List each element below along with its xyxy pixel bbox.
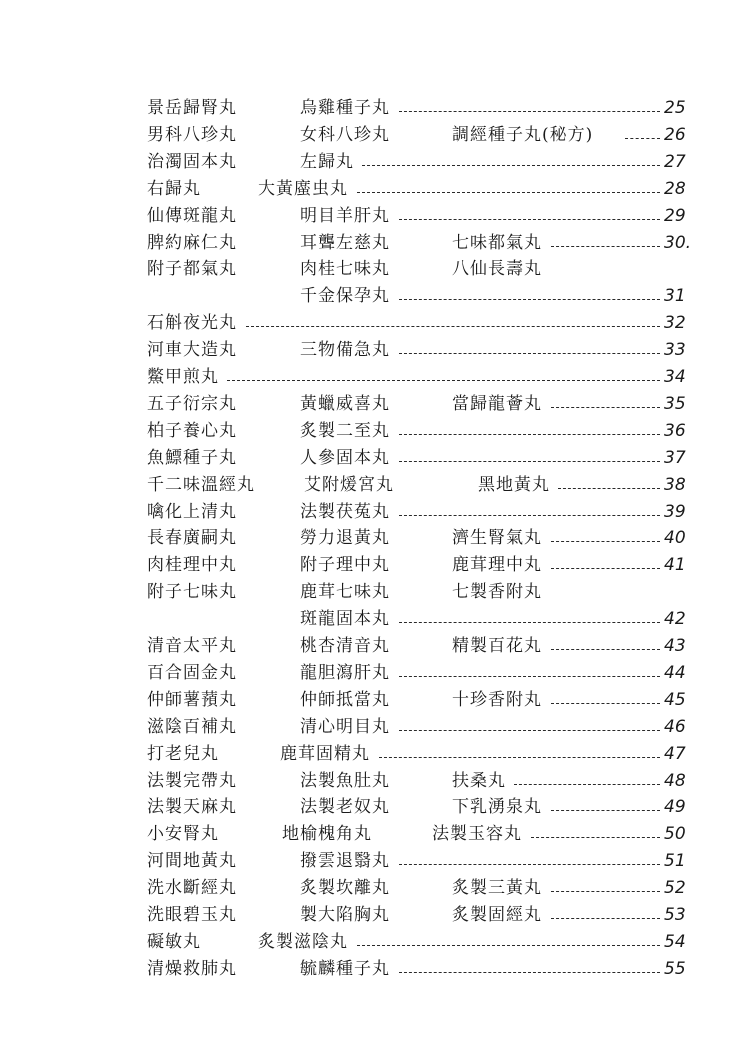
index-entry-col1: 滋陰百補丸: [147, 716, 237, 737]
index-row: [0, 230, 750, 256]
index-row: [0, 956, 750, 982]
index-entry-col2: 桃杏清音丸: [300, 636, 390, 656]
page-number: 50: [664, 824, 686, 845]
index-entry-col3: 七製香附丸: [452, 582, 542, 603]
index-entry-col2: 炙製坎離丸: [300, 878, 390, 899]
dot-leader: [362, 165, 661, 166]
index-row: [0, 902, 750, 928]
index-entry-col2: 耳聾左慈丸: [300, 232, 390, 253]
dot-leader: [399, 353, 661, 354]
page-number: 28: [664, 178, 686, 199]
index-entry-col2: 毓麟種子丸: [300, 958, 390, 979]
page-number: 31: [664, 286, 686, 307]
index-entry-col2: 龍胆瀉肝丸: [300, 662, 390, 683]
index-entry-col2: 艾附煖宮丸: [304, 474, 394, 495]
index-entry-col1: 附子都氣丸: [147, 259, 237, 280]
index-entry-col1: 脾約麻仁丸: [147, 232, 237, 253]
dot-leader: [399, 111, 661, 112]
index-entry-col3: 當歸龍薈丸: [452, 393, 542, 414]
index-entry-col2: 法製茯菟丸: [300, 501, 390, 522]
page-number: 26: [664, 124, 686, 145]
index-entry-col3: 八仙長壽丸: [452, 259, 542, 280]
index-entry-col3: 炙製固經丸: [452, 905, 542, 925]
page-number: 46: [664, 716, 686, 737]
index-row: [0, 95, 750, 121]
index-entry-col2: 黃蠟威喜丸: [300, 393, 390, 414]
index-entry-col3: 調經種子丸(秘方): [452, 124, 594, 145]
dot-leader: [551, 918, 661, 919]
index-entry-col1: 百合固金丸: [147, 662, 237, 683]
index-entry-col2: 仲師抵當丸: [300, 689, 390, 710]
page-number: 53: [664, 905, 686, 925]
page-number: 47: [664, 743, 686, 764]
index-entry-col1: 打老兒丸: [147, 743, 219, 764]
index-entry-col2: 三物備急丸: [300, 340, 390, 361]
index-entry-col2: 鹿茸七味丸: [300, 582, 390, 603]
index-entry-col1: 仲師薯蕷丸: [147, 689, 237, 710]
index-entry-col2: 地榆槐角丸: [282, 824, 372, 845]
index-entry-col2: 人參固本丸: [300, 447, 390, 468]
index-row: [0, 875, 750, 901]
index-entry-col2: 左歸丸: [300, 151, 354, 172]
dot-leader: [625, 138, 661, 139]
index-row: [0, 660, 750, 686]
index-entry-col1: 千二味溫經丸: [147, 474, 255, 495]
page-number: 32: [664, 313, 686, 334]
index-entry-col1: 仙傳斑龍丸: [147, 205, 237, 226]
index-row: [0, 848, 750, 874]
dot-leader: [357, 192, 661, 193]
dot-leader: [558, 488, 660, 489]
index-entry-col2: 斑龍固本丸: [300, 609, 390, 630]
index-entry-col1: 鱉甲煎丸: [147, 367, 219, 387]
index-entry-col1: 附子七味丸: [147, 582, 237, 603]
index-entry-col2: 千金保孕丸: [300, 286, 390, 307]
page-number: 39: [664, 501, 686, 522]
dot-leader: [531, 837, 661, 838]
index-row: [0, 633, 750, 659]
index-entry-col2: 炙製二至丸: [300, 420, 390, 441]
index-row: [0, 794, 750, 820]
dot-leader: [399, 622, 661, 623]
index-entry-col2: 附子理中丸: [300, 555, 390, 576]
index-entry-col2: 鹿茸固精丸: [280, 743, 370, 764]
index-row: [0, 122, 750, 148]
dot-leader: [551, 891, 661, 892]
page-number: 44: [664, 662, 686, 683]
page-number: 30.: [664, 232, 692, 253]
page-number: 43: [664, 636, 686, 656]
index-entry-col1: 長春廣嗣丸: [147, 528, 237, 549]
index-entry-col1: 魚鰾種子丸: [147, 447, 237, 468]
index-entry-col1: 洗水斷經丸: [147, 878, 237, 899]
page-number: 55: [664, 958, 686, 979]
index-row: [0, 310, 750, 336]
index-entry-col3: 濟生腎氣丸: [452, 528, 542, 549]
page-number: 51: [664, 851, 686, 872]
index-entry-col2: 肉桂七味丸: [300, 259, 390, 280]
page-number: 27: [664, 151, 686, 172]
page-number: 54: [664, 931, 686, 952]
index-entry-col3: 十珍香附丸: [452, 689, 542, 710]
dot-leader: [399, 730, 661, 731]
index-entry-col1: 石斛夜光丸: [147, 313, 237, 334]
dot-leader: [399, 219, 661, 220]
index-entry-col1: 小安腎丸: [147, 824, 219, 845]
page-number: 25: [664, 98, 686, 118]
page-number: 36: [664, 420, 686, 441]
index-entry-col3: 七味都氣丸: [452, 232, 542, 253]
index-entry-col1: 五子衍宗丸: [147, 393, 237, 414]
index-entry-col1: 右歸丸: [147, 178, 201, 199]
index-entry-col2: 清心明目丸: [300, 716, 390, 737]
index-row: [0, 176, 750, 202]
index-entry-col1: 河間地黃丸: [147, 851, 237, 872]
index-row: [0, 714, 750, 740]
dot-leader: [551, 541, 661, 542]
index-row: [0, 283, 750, 309]
index-row: [0, 741, 750, 767]
dot-leader: [551, 407, 661, 408]
index-entry-col2: 女科八珍丸: [300, 124, 390, 145]
index-entry-col1: 清音太平丸: [147, 636, 237, 656]
dot-leader: [551, 649, 661, 650]
index-row: [0, 391, 750, 417]
index-row: [0, 499, 750, 525]
index-row: [0, 552, 750, 578]
index-entry-col2: 法製老奴丸: [300, 797, 390, 818]
index-entry-col1: 河車大造丸: [147, 340, 237, 361]
index-row: [0, 821, 750, 847]
index-entry-col1: 肉桂理中丸: [147, 555, 237, 576]
page-number: 48: [664, 770, 686, 791]
index-entry-col1: 柏子養心丸: [147, 420, 237, 441]
index-row: [0, 606, 750, 632]
dot-leader: [551, 568, 661, 569]
index-entry-col1: 洗眼碧玉丸: [147, 905, 237, 925]
page-number: 52: [664, 878, 686, 899]
page-number: 38: [664, 474, 686, 495]
index-entry-col3: 精製百花丸: [452, 636, 542, 656]
index-row: [0, 418, 750, 444]
dot-leader: [399, 461, 661, 462]
index-row: [0, 929, 750, 955]
index-entry-col1: 景岳歸腎丸: [147, 98, 237, 118]
dot-leader: [551, 810, 661, 811]
page-number: 35: [664, 393, 686, 414]
dot-leader: [399, 515, 661, 516]
index-entry-col3: 炙製三黃丸: [452, 878, 542, 899]
index-entry-col2: 法製魚肚丸: [300, 770, 390, 791]
page-number: 37: [664, 447, 686, 468]
index-entry-col1: 礙敏丸: [147, 931, 201, 952]
page-number: 49: [664, 797, 686, 818]
index-entry-col3: 法製玉容丸: [432, 824, 522, 845]
page-number: 41: [664, 555, 686, 576]
dot-leader: [399, 434, 661, 435]
dot-leader: [551, 703, 661, 704]
index-row: [0, 364, 750, 390]
index-entry-col1: 噙化上清丸: [147, 501, 237, 522]
page-number: 29: [664, 205, 686, 226]
dot-leader: [399, 299, 661, 300]
dot-leader: [227, 380, 660, 381]
index-row: [0, 579, 750, 605]
dot-leader: [246, 326, 661, 327]
index-entry-col3: 下乳湧泉丸: [452, 797, 542, 818]
index-entry-col3: 扶桑丸: [452, 770, 506, 791]
index-entry-col1: 治濁固本丸: [147, 151, 237, 172]
index-entry-col1: 法製完帶丸: [147, 770, 237, 791]
page-number: 45: [664, 689, 686, 710]
index-row: [0, 445, 750, 471]
index-entry-col2: 撥雲退翳丸: [300, 851, 390, 872]
index-entry-col2: 明目羊肝丸: [300, 205, 390, 226]
index-entry-col1: 男科八珍丸: [147, 124, 237, 145]
index-row: [0, 768, 750, 794]
index-entry-col3: 黑地黃丸: [478, 474, 550, 495]
index-row: [0, 149, 750, 175]
dot-leader: [399, 864, 661, 865]
index-entry-col2: 製大陷胸丸: [300, 905, 390, 925]
dot-leader: [357, 945, 661, 946]
dot-leader: [379, 757, 661, 758]
index-entry-col2: 勞力退黃丸: [300, 528, 390, 549]
page-number: 33: [664, 340, 686, 361]
dot-leader: [399, 972, 661, 973]
index-row: [0, 203, 750, 229]
index-entry-col3: 鹿茸理中丸: [452, 555, 542, 576]
index-entry-col2: 炙製滋陰丸: [258, 931, 348, 952]
index-row: [0, 256, 750, 282]
page-number: 42: [664, 609, 686, 630]
index-entry-col2: 大黃䗪虫丸: [258, 178, 348, 199]
dot-leader: [514, 784, 661, 785]
index-row: [0, 337, 750, 363]
index-row: [0, 687, 750, 713]
index-entry-col2: 烏雞種子丸: [300, 98, 390, 118]
index-row: [0, 525, 750, 551]
dot-leader: [551, 246, 661, 247]
page-number: 40: [664, 528, 686, 549]
index-entry-col1: 法製天麻丸: [147, 797, 237, 818]
index-row: [0, 472, 750, 498]
index-entry-col1: 清燥救肺丸: [147, 958, 237, 979]
page-number: 34: [664, 367, 686, 387]
dot-leader: [399, 676, 661, 677]
